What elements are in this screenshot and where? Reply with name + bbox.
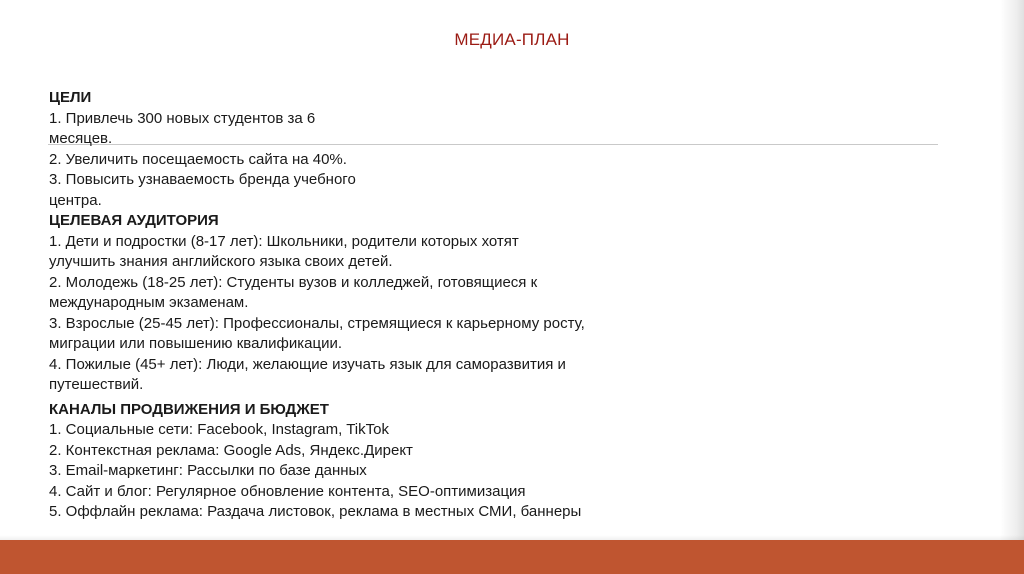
- audience-section: [49, 211, 949, 396]
- audience-line: 3. Взрослые (25-45 лет): Профессионалы, стремящиеся к карьерному росту,: [49, 314, 585, 332]
- channels-line: 4. Сайт и блог: Регулярное обновление контента, SEO-оптимизация: [49, 482, 526, 500]
- goals-line: 1. Привлечь 300 новых студентов за 6: [49, 109, 316, 127]
- goals-heading: ЦЕЛИ: [49, 89, 92, 106]
- audience-line: международным экзаменам.: [49, 294, 249, 311]
- channels-heading: КАНАЛЫ ПРОДВИЖЕНИЯ И БЮДЖЕТ: [49, 400, 329, 418]
- goals-line: месяцев.: [49, 130, 113, 147]
- audience-line: 1. Дети и подростки (8-17 лет): Школьники, родители которых хотят: [49, 232, 519, 250]
- slide-content: [49, 88, 949, 523]
- bottom-accent-bar: [0, 540, 1024, 574]
- goals-line: центра.: [49, 191, 102, 209]
- audience-line: миграции или повышению квалификации.: [49, 335, 343, 352]
- goals-line: 2. Увеличить посещаемость сайта на 40%.: [49, 150, 347, 168]
- audience-line: 2. Молодежь (18-25 лет): Студенты вузов и колледжей, готовящиеся к: [49, 273, 538, 291]
- audience-line: 4. Пожилые (45+ лет): Люди, желающие изучать язык для саморазвития и: [49, 355, 566, 373]
- slide-title: МЕДИА-ПЛАН: [454, 30, 570, 49]
- channels-line: 3. Email-маркетинг: Рассылки по базе данных: [49, 462, 367, 479]
- audience-heading: ЦЕЛЕВАЯ АУДИТОРИЯ: [49, 212, 219, 229]
- channels-line: 5. Оффлайн реклама: Раздача листовок, реклама в местных СМИ, баннеры: [49, 503, 582, 520]
- channels-line: 1. Социальные сети: Facebook, Instagram, TikTok: [49, 421, 389, 438]
- audience-line: улучшить знания английского языка своих детей.: [49, 253, 393, 270]
- goals-line: 3. Повысить узнаваемость бренда учебного: [49, 171, 356, 188]
- slide-edge-shadow: [1000, 0, 1024, 540]
- channels-section: [49, 400, 949, 523]
- channels-line: 2. Контекстная реклама: Google Ads, Яндекс.Директ: [49, 441, 413, 459]
- audience-line: путешествий.: [49, 376, 144, 393]
- goals-section: [49, 88, 949, 211]
